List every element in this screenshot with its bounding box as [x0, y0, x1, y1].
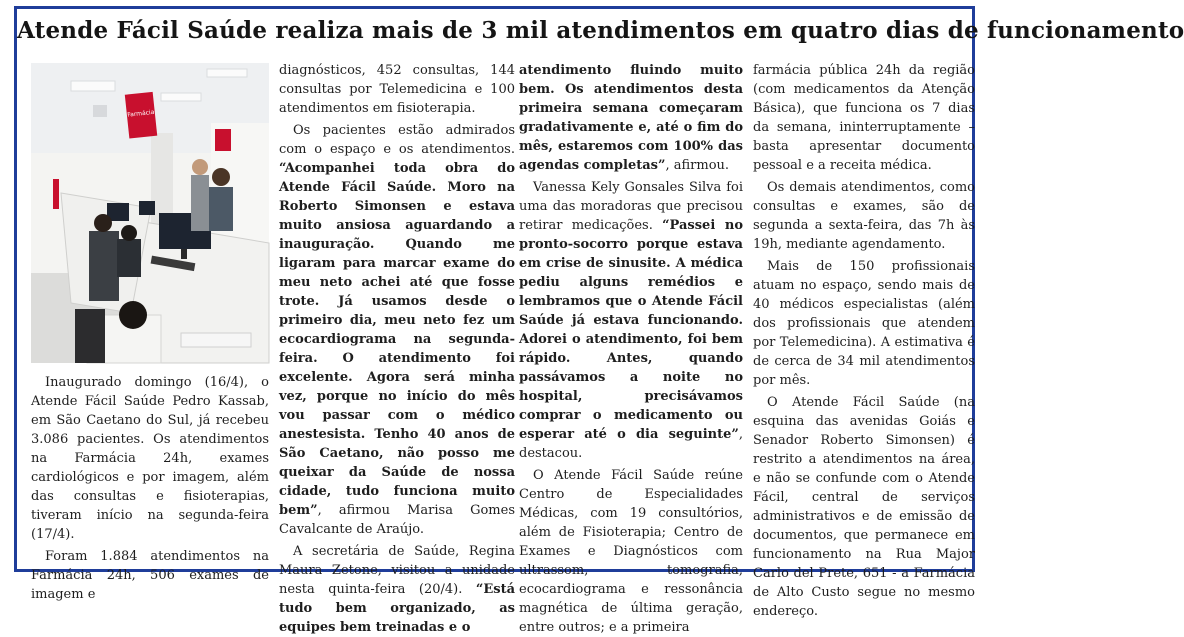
col4-paragraph-1: farmácia pública 24h da região (com medicamentos da Atenção Básica), que funciona os 7 dias da semana, ininterruptamente – basta apresentar documento pessoal e a receita médica.: [753, 63, 975, 173]
col4-paragraph-2: Os demais atendimentos, como consultas e exames, são de segunda a sexta-feira, das 7h às 19h, mediante agendamento.: [753, 180, 975, 252]
col2-p2-end: , afirmou Marisa Gomes Cavalcante de Araújo.: [279, 503, 515, 537]
col2-p3-plain: A secretária de Saúde, Regina Maura Zetone, visitou a unidade nesta quinta-feira (20/4).: [279, 544, 515, 597]
column-2: [279, 61, 515, 635]
col4-paragraph-3: Mais de 150 profissionais atuam no espaço, sendo mais de 40 médicos especialistas (além dos profissionais que atendem por Telemedicina). A estimativa é de cerca de 34 mil atendimentos por mês.: [753, 259, 975, 388]
col1-paragraph-1: Inaugurado domingo (16/4), o Atende Fácil Saúde Pedro Kassab, em São Caetano do Sul, já recebeu 3.086 pacientes. Os atendimentos na Farmácia 24h, exames cardiológicos e por imagem, além das consultas e fisioterapias, tiveram início na segunda-feira (17/4).: [31, 375, 269, 542]
column-3: [519, 61, 743, 635]
col2-p3-quote: “Está tudo bem organizado, as equipes bem treinadas e o: [279, 582, 515, 635]
col4-paragraph-4: O Atende Fácil Saúde (na esquina das avenidas Goiás e Senador Roberto Simonsen) é restrito a atendimentos na área, e não se confunde com o Atende Fácil, central de serviços administrativos e de emissão de documentos, que permanece em funcionamento na Rua Major Carlo del Prete, 651 - a Farmácia de Alto Custo segue no mesmo endereço.: [753, 395, 975, 619]
photo-illustration: [31, 63, 269, 363]
col3-p2-quote: “Passei no pronto-socorro porque estava em crise de sinusite. A médica pediu alguns remédios e lembramos que o Atende Fácil Saúde já estava funcionando. Adorei o atendimento, foi bem rápido. Antes, quando passávamos a noite no hospital, precisávamos comprar o medicamento ou esperar até o dia seguinte”: [519, 218, 743, 442]
col3-paragraph-2: [519, 178, 743, 463]
column-4: [753, 61, 975, 619]
col3-p2-end: , destacou.: [519, 427, 743, 461]
farmacia-sign-text: Farmácia: [127, 108, 155, 119]
col2-p2-plain: Os pacientes estão admirados com o espaço e os atendimentos.: [279, 123, 515, 157]
col3-paragraph-1: [519, 61, 743, 175]
col1-paragraph-2: Foram 1.884 atendimentos na Farmácia 24h, 506 exames de imagem e: [31, 549, 269, 602]
col2-paragraph-2: [279, 121, 515, 539]
headline: Atende Fácil Saúde realiza mais de 3 mil atendimentos em quatro dias de funcionamento: [17, 17, 1184, 44]
article-photo: [31, 63, 269, 363]
column-1: [31, 63, 269, 602]
col3-paragraph-3: O Atende Fácil Saúde reúne Centro de Especialidades Médicas, com 19 consultórios, além de Fisioterapia; Centro de Exames e Diagnósticos com ultrassom, tomografia, ecocardiograma e ressonância magnética de última geração, entre outros; e a primeira: [519, 468, 743, 635]
article-frame: [14, 6, 1184, 635]
col3-p2-plain: Vanessa Kely Gonsales Silva foi uma das moradoras que precisou retirar medicações.: [519, 180, 743, 233]
col2-paragraph-1: diagnósticos, 452 consultas, 144 consultas por Telemedicina e 100 atendimentos em fisioterapia.: [279, 63, 515, 116]
col3-p1-quote: atendimento fluindo muito bem. Os atendimentos desta primeira semana começaram gradativamente e, até o fim do mês, estaremos com 100% das agendas completas”: [519, 63, 743, 173]
col2-p2-quote: “Acompanhei toda obra do Atende Fácil Saúde. Moro na Roberto Simonsen e estava muito ansiosa aguardando a inauguração. Quando me ligaram para marcar exame do meu neto achei até que fosse trote. Já usamos desde o primeiro dia, meu neto fez um ecocardiograma na segunda-feira. O atendimento foi excelente. Agora será minha vez, porque no início do mês vou passar com o médico anestesista. Tenho 40 anos de São Caetano, não posso me queixar da Saúde de nossa cidade, tudo funciona muito bem”: [279, 161, 515, 518]
col3-p1-end: , afirmou.: [665, 158, 730, 173]
col2-paragraph-3: [279, 542, 515, 637]
